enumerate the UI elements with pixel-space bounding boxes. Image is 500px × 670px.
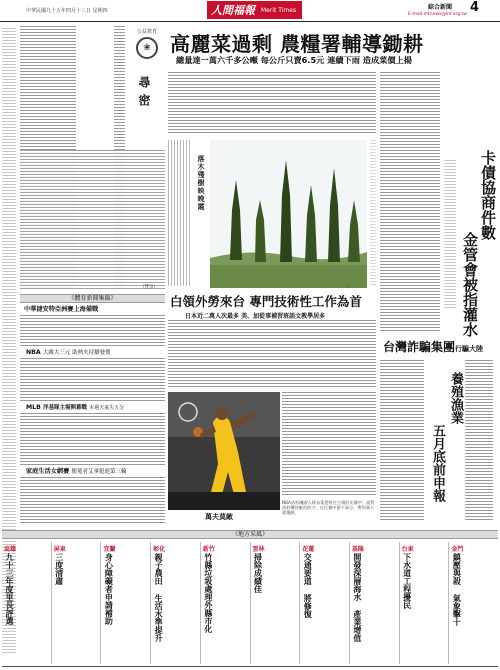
regional-item (251, 542, 301, 664)
photo-story-body (168, 320, 376, 388)
regional-item-region: 基隆 (351, 546, 364, 553)
right-lower-body-right (465, 360, 493, 520)
right-top-headline-1: 卡債協商件數 (479, 150, 497, 240)
regional-item-region: 宜蘭 (103, 546, 116, 553)
regional-item (101, 542, 151, 664)
right-lower-headline-2: 五月底前申報 (430, 424, 445, 502)
masthead-logo (207, 1, 302, 19)
right-top-deck (444, 160, 456, 310)
left-column-body (20, 150, 165, 290)
regional-item-region: 雲林 (252, 546, 265, 553)
regional-item-region: 高雄 (4, 546, 17, 553)
regional-item-region: 花蓮 (302, 546, 315, 553)
footer-rule (2, 666, 498, 667)
right-top-headline-2: 金管會被指灌水 (461, 232, 479, 337)
regional-item-title: 竹縣垃圾處理外縣市化 (203, 553, 213, 633)
regional-item (449, 542, 498, 664)
main-story-body (168, 72, 376, 134)
nba-photo (168, 392, 280, 510)
regional-item (151, 542, 201, 664)
regional-item (400, 542, 450, 664)
regional-item-title: 九十三年度里長評選 (5, 553, 14, 625)
main-headline: 高麗菜過剩 農糧署輔導鋤耕 (170, 32, 424, 56)
photo-story-subhead: 日本近二萬人次最多 美、加從事補習班語文教學居多 (185, 313, 326, 320)
right-top-body (380, 72, 440, 332)
regional-item (201, 542, 251, 664)
edition-date: 中華民國九十五年四月十三日 星期四 (26, 8, 108, 14)
regional-item-title: 親子農田 生活水準提升 (154, 553, 164, 642)
regional-item-title: 交通要道 將修復 (303, 553, 313, 618)
regional-item-title: 掃除成績佳 (253, 553, 263, 593)
page-section: 綜合新聞 (428, 4, 453, 11)
regional-item (2, 542, 52, 664)
nba-photo-caption: 萬夫莫敵 (205, 513, 233, 521)
sports-item-body (20, 477, 165, 525)
regional-item-title: 身心障礙者申請補助 (104, 553, 114, 625)
sports-item-title: MLB 洋基隊主場開幕戰 本週天氣失五分 (26, 404, 125, 411)
regional-item-title: 鎮壓與殺 氣象擊十 (452, 553, 462, 626)
sports-item-title: 中華捷安特亞洲賽上海備戰 (24, 306, 99, 313)
sports-item-body (20, 413, 165, 465)
photo-caption-text (370, 140, 376, 286)
right-mid-headline: 台灣詐騙集團行騙大陸 (383, 340, 484, 354)
paper-name: 人間福報 (211, 4, 255, 17)
paper-name-en: Merit Times (261, 6, 297, 14)
photo-credit: （ (345, 285, 350, 290)
right-lower-body-left (380, 360, 424, 520)
main-subhead: 總量達一萬六千多公噸 每公斤只賣6.5元 連續下雨 造成菜價上揚 (176, 55, 412, 65)
regional-item-region: 金門 (451, 546, 464, 553)
column-byline: （梵宗） (140, 285, 158, 290)
photo-story-left-text (168, 140, 192, 286)
emblem-icon: ❀ (136, 37, 158, 59)
right-lower-headline-1: 養殖漁業 (448, 372, 463, 424)
photo-story-headline: 白領外勞來台 專門技術性工作為首 (170, 294, 362, 309)
column-emblem (130, 28, 164, 62)
nba-story-body (282, 392, 376, 497)
email-address: E-mail:mtnews@lnf.org.tw (408, 12, 467, 17)
photo-vertical-caption: 落木殘樹映晚霞 (197, 155, 205, 211)
nba-photo-note: NBA洛杉磯湖人隊布萊恩特在主場的比賽中，面對洛杉磯快艇的防守，在比賽中搶下高分，帶領湖人隊獲勝。 (282, 500, 375, 515)
sports-item-body (20, 315, 165, 347)
regional-grid (2, 542, 498, 664)
regional-item-region: 彰化 (153, 546, 166, 553)
regional-item-title: 三度清肅 (54, 553, 64, 585)
emblem-label: 公益教育 (136, 29, 157, 35)
regional-section-bar: 《地方采風》 (2, 530, 498, 539)
regional-item-region: 新竹 (202, 546, 215, 553)
sports-item-title: 家庭生活女網賽 衛冕者艾拿挺進第三輪 (26, 468, 127, 475)
sports-item-body (20, 358, 165, 402)
regional-item-region: 屏東 (53, 546, 66, 553)
regional-item-title: 開發深層海水 產業增值 (352, 553, 362, 642)
regional-item-title: 下水道工程擾民 (402, 553, 412, 609)
regional-item (52, 542, 102, 664)
sports-section-bar: 《體育新聞集錦》 (20, 294, 165, 303)
sports-item-title: NBA 大敵大三元 助熱火持續發燙 (26, 349, 111, 356)
regional-item (300, 542, 350, 664)
regional-item-region: 台東 (401, 546, 414, 553)
page-header (0, 0, 500, 22)
photo-trees (210, 140, 367, 288)
regional-item (350, 542, 400, 664)
column-title: 尋密 (137, 76, 151, 112)
page-number: 4 (470, 0, 480, 15)
